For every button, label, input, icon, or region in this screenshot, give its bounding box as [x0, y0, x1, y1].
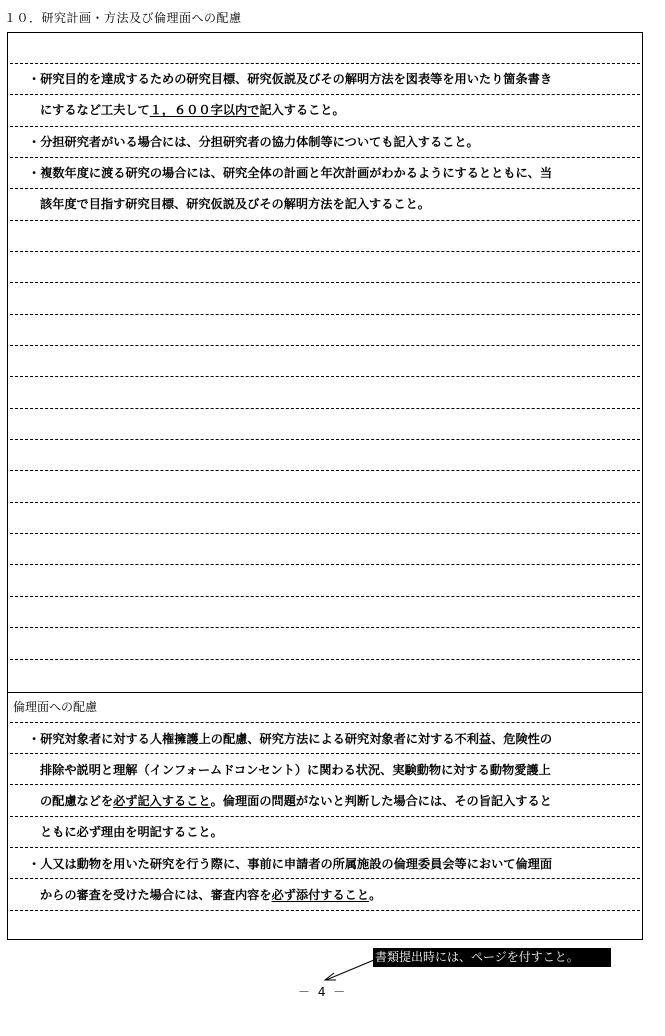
- ethics-instruction-1-cont: の配慮などを必ず記入すること。倫理面の問題がないと判断した場合には、その旨記入すると: [40, 794, 552, 808]
- ruled-line: [10, 251, 640, 252]
- ruled-line: [10, 784, 640, 785]
- ruled-line: [10, 753, 640, 754]
- ruled-line: [10, 376, 640, 377]
- ruled-line: [10, 220, 640, 221]
- ruled-line: [10, 314, 640, 315]
- ruled-line: [10, 910, 640, 911]
- ethics-instruction-1: ・研究対象者に対する人権擁護上の配慮、研究方法による研究対象者に対する不利益、危険性の: [28, 732, 553, 746]
- ruled-line: [10, 188, 640, 189]
- ruled-line: [10, 282, 640, 283]
- ethics-instruction-2: ・人又は動物を用いた研究を行う際に、事前に申請者の所属施設の倫理委員会等において倫理面: [28, 857, 553, 871]
- must-fill-emphasis: 必ず記入すること: [113, 794, 211, 808]
- ethics-instruction-1-cont: ともに必ず理由を明記すること。: [40, 825, 223, 839]
- page-number-note: 書類提出時には、ページを付すこと。: [373, 948, 611, 967]
- ruled-line: [10, 126, 640, 127]
- ruled-line: [10, 878, 640, 879]
- section-divider: [8, 692, 642, 693]
- ruled-line: [10, 816, 640, 817]
- plan-instruction-2: ・分担研究者がいる場合には、分担研究者の協力体制等についても記入すること。: [28, 135, 479, 149]
- char-limit-emphasis: １，６００字以内で: [149, 103, 260, 117]
- plan-instruction-1-cont: にするなど工夫して１，６００字以内で記入すること。: [40, 103, 345, 117]
- ruled-line: [10, 627, 640, 628]
- ruled-line: [10, 157, 640, 158]
- ruled-line: [10, 345, 640, 346]
- arrow-icon: [318, 958, 378, 984]
- ruled-line: [10, 502, 640, 503]
- ethics-instruction-1-cont: 排除や説明と理解（インフォームドコンセント）に関わる状況、実験動物に対する動物愛護上: [40, 763, 551, 777]
- ruled-line: [10, 722, 640, 723]
- plan-instruction-3: ・複数年度に渡る研究の場合には、研究全体の計画と年次計画がわかるようにするとともに、当: [28, 166, 553, 180]
- ruled-line: [10, 564, 640, 565]
- ethics-instruction-2-cont: からの審査を受けた場合には、審査内容を必ず添付すること。: [40, 888, 382, 902]
- section-title: １０．研究計画・方法及び倫理面への配慮: [4, 11, 242, 25]
- ruled-line: [10, 659, 640, 660]
- ruled-line: [10, 470, 640, 471]
- ruled-line: [10, 439, 640, 440]
- ruled-line: [10, 533, 640, 534]
- plan-instruction-1: ・研究目的を達成するための研究目標、研究仮説及びその解明方法を図表等を用いたり箇条書き: [28, 72, 553, 86]
- page-number: － 4 －: [298, 985, 348, 999]
- plan-instruction-3-cont: 該年度で目指す研究目標、研究仮説及びその解明方法を記入すること。: [40, 197, 430, 211]
- ruled-line: [10, 408, 640, 409]
- form-box: [7, 32, 643, 940]
- ruled-line: [10, 596, 640, 597]
- ruled-line: [10, 847, 640, 848]
- must-attach-emphasis: 必ず添付すること: [271, 888, 370, 902]
- ruled-line: [10, 63, 640, 64]
- ethics-heading: 倫理面への配慮: [13, 700, 98, 714]
- ruled-line: [10, 94, 640, 95]
